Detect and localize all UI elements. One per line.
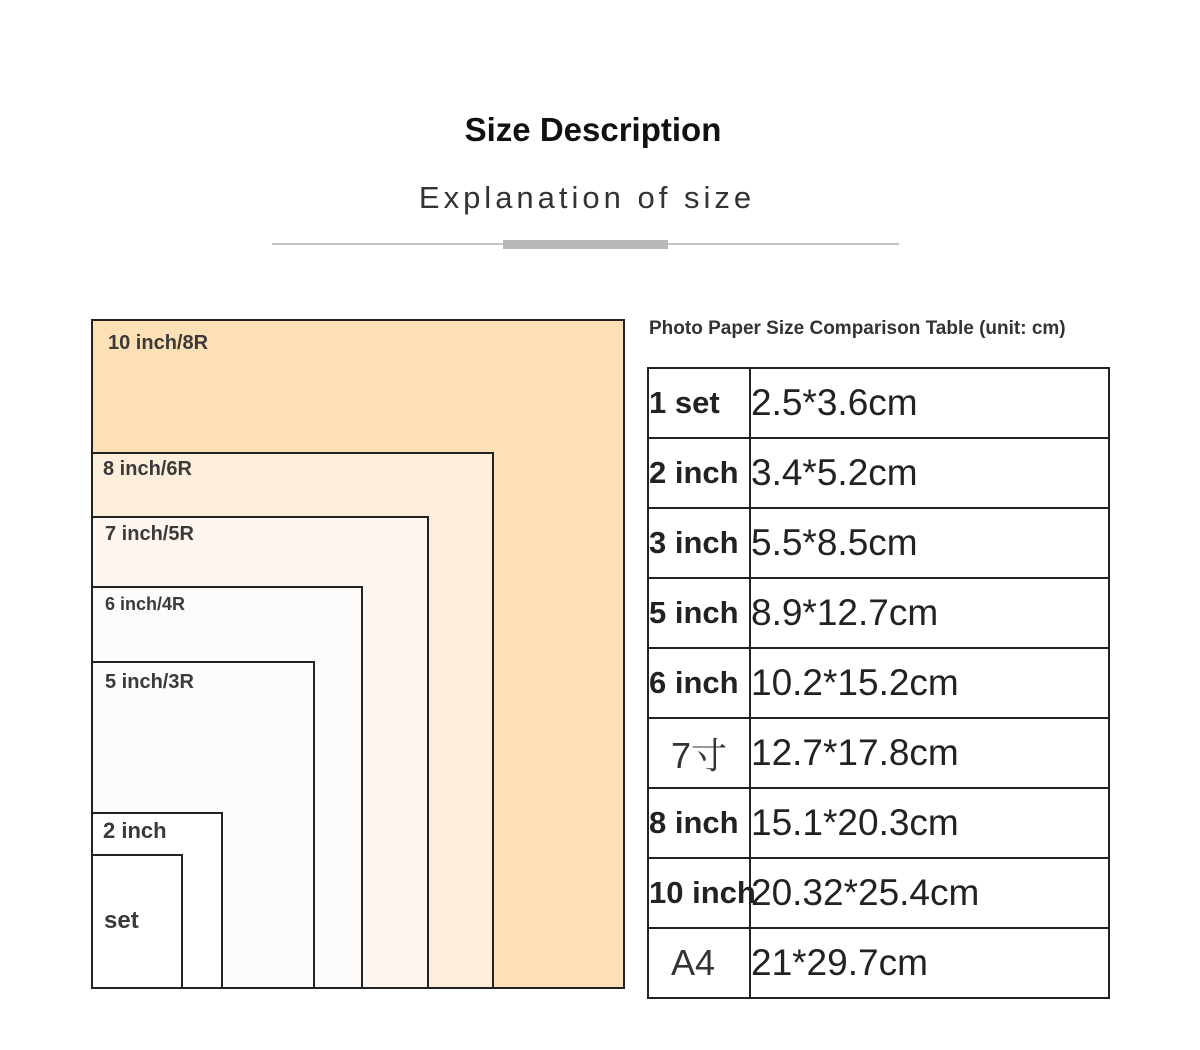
size-value-cell: 12.7*17.8cm — [750, 718, 1109, 788]
size-label-5-inch: 5 inch/3R — [105, 671, 194, 693]
table-row — [648, 578, 1109, 648]
table-row — [648, 438, 1109, 508]
page-title: Size Description — [464, 111, 722, 148]
table-row — [648, 368, 1109, 438]
size-name-cell: 6 inch — [648, 648, 750, 718]
size-label-10-inch: 10 inch/8R — [108, 332, 209, 354]
table-row — [648, 648, 1109, 718]
page-subtitle: Explanation of size — [418, 180, 756, 215]
size-label-2-inch: 2 inch — [103, 818, 167, 843]
size-value-cell: 10.2*15.2cm — [750, 648, 1109, 718]
table-row — [648, 858, 1109, 928]
table-row — [648, 788, 1109, 858]
size-value-cell: 21*29.7cm — [750, 928, 1109, 998]
size-label-8-inch: 8 inch/6R — [103, 458, 192, 480]
size-comparison-table — [647, 367, 1110, 999]
size-value-cell: 15.1*20.3cm — [750, 788, 1109, 858]
size-value-cell: 5.5*8.5cm — [750, 508, 1109, 578]
table-row — [648, 718, 1109, 788]
size-name-cell: 2 inch — [648, 438, 750, 508]
table-row — [648, 508, 1109, 578]
size-label-7-inch: 7 inch/5R — [105, 523, 194, 545]
size-value-cell: 3.4*5.2cm — [750, 438, 1109, 508]
size-name-cell: 1 set — [648, 368, 750, 438]
size-value-cell: 8.9*12.7cm — [750, 578, 1109, 648]
size-name-cell: 5 inch — [648, 578, 750, 648]
size-label-set: set — [104, 907, 139, 934]
size-name-cell: 3 inch — [648, 508, 750, 578]
size-name-cell: 8 inch — [648, 788, 750, 858]
size-name-cell: 10 inch — [648, 858, 750, 928]
size-value-cell: 20.32*25.4cm — [750, 858, 1109, 928]
size-label-6-inch: 6 inch/4R — [105, 594, 186, 614]
size-value-cell: 2.5*3.6cm — [750, 368, 1109, 438]
size-name-cell: A4 — [648, 928, 750, 998]
table-row — [648, 928, 1109, 998]
divider-accent — [503, 240, 668, 249]
table-title: Photo Paper Size Comparison Table (unit: cm) — [649, 318, 1066, 339]
size-name-cell: 7寸 — [648, 718, 750, 788]
size-diagram — [91, 319, 625, 989]
